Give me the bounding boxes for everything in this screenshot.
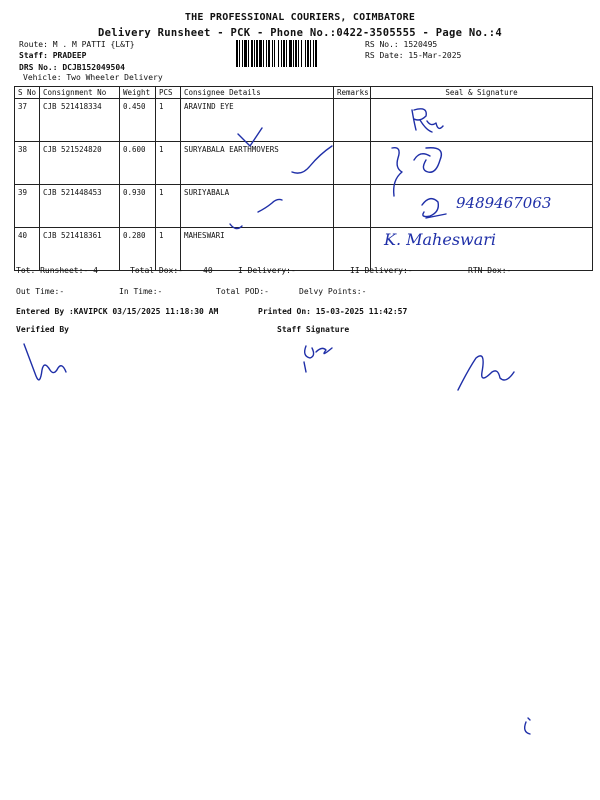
col-header-weight: Weight — [120, 87, 156, 99]
tick-mark — [230, 224, 242, 229]
cell-consignment: CJB 521418334 — [40, 99, 120, 142]
signature-row-3 — [422, 199, 446, 218]
tick-mark — [238, 128, 262, 146]
cell-consignee: SURIYABALA — [181, 185, 334, 228]
cell-weight: 0.450 — [120, 99, 156, 142]
cell-weight: 0.280 — [120, 228, 156, 271]
rtn-dox-label: RTN Dox:- — [468, 266, 512, 275]
col-header-pcs: PCS — [156, 87, 181, 99]
col-header-sno: S No — [15, 87, 40, 99]
cell-weight: 0.930 — [120, 185, 156, 228]
ii-delivery-label: II Delivery:- — [350, 266, 413, 275]
drs-label: DRS No.: DCJB152049504 — [19, 63, 125, 72]
staff-label: Staff: PRADEEP — [19, 51, 87, 60]
cell-pcs: 1 — [156, 228, 181, 271]
tick-mark — [292, 146, 332, 173]
staff-signature-label: Staff Signature — [277, 325, 350, 334]
tick-mark — [258, 199, 282, 212]
handwritten-phone: 9489467063 — [456, 194, 552, 212]
runsheet-subtitle: Delivery Runsheet - PCK - Phone No.:0422-3505555 - Page No.:4 — [98, 27, 502, 39]
total-dox-value: 40 — [203, 266, 213, 275]
cell-sno: 38 — [15, 142, 40, 185]
rs-date-label: RS Date: 15-Mar-2025 — [365, 51, 462, 60]
total-dox-label: Total Dox:- — [130, 266, 183, 275]
tot-runsheet: Tot. Runsheet:- 4 — [16, 266, 98, 275]
verified-by-label: Verified By — [16, 325, 69, 334]
cell-sno: 37 — [15, 99, 40, 142]
printed-on: Printed On: 15-03-2025 11:42:57 — [258, 307, 408, 316]
staff-signature — [304, 346, 332, 372]
staff-signature-mark — [458, 356, 514, 390]
col-header-consignment: Consignment No — [40, 87, 120, 99]
delvy-points-label: Delvy Points:- — [299, 287, 367, 296]
i-delivery-label: I Delivery:- — [238, 266, 296, 275]
cell-consignment: CJB 521448453 — [40, 185, 120, 228]
out-time-label: Out Time:- — [16, 287, 65, 296]
verified-by-signature — [24, 344, 66, 380]
cell-sno: 40 — [15, 228, 40, 271]
vehicle-label: Vehicle: Two Wheeler Delivery — [23, 73, 163, 82]
cell-consignee: ARAVIND EYE — [181, 99, 334, 142]
cell-pcs: 1 — [156, 185, 181, 228]
cell-weight: 0.600 — [120, 142, 156, 185]
col-header-consignee: Consignee Details — [181, 87, 334, 99]
cell-consignee: MAHESWARI — [181, 228, 334, 271]
route-label: Route: M . M PATTI {L&T} — [19, 40, 135, 49]
cell-pcs: 1 — [156, 142, 181, 185]
rs-no-label: RS No.: 1520495 — [365, 40, 438, 49]
entered-by: Entered By :KAVIPCK 03/15/2025 11:18:30 AM — [16, 307, 219, 316]
total-pod-label: Total POD:- — [216, 287, 269, 296]
in-time-label: In Time:- — [119, 287, 163, 296]
corner-mark — [525, 718, 530, 734]
cell-sno: 39 — [15, 185, 40, 228]
cell-consignee: SURYABALA EARTHMOVERS — [181, 142, 334, 185]
handwritten-name: K. Maheswari — [384, 230, 497, 249]
col-header-seal-signature: Seal & Signature — [371, 87, 593, 99]
company-title: THE PROFESSIONAL COURIERS, COIMBATORE — [184, 12, 416, 23]
cell-consignment: CJB 521418361 — [40, 228, 120, 271]
cell-consignment: CJB 521524820 — [40, 142, 120, 185]
cell-pcs: 1 — [156, 99, 181, 142]
col-header-remarks: Remarks — [334, 87, 371, 99]
signature-row-2 — [392, 148, 441, 196]
signature-row-1 — [412, 109, 443, 132]
